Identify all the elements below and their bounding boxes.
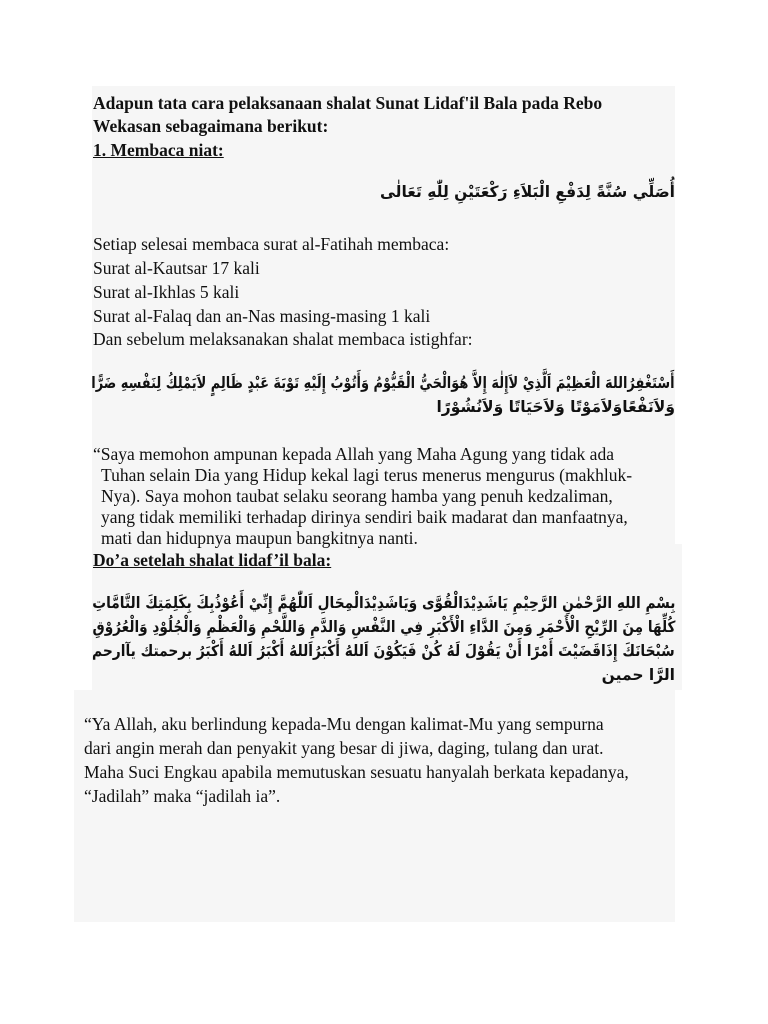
istighfar-arabic-line-1: أَسْتَغْفِرُاللهَ الْعَظِيْمَ اَلَّذِيْ لاَإِلٰهَ إِلاَّ هُوَالْحَيُّ الْقَيُّوْمُ وَأَتُوْبُ إِلَيْهِ تَوْبَةَ عَبْدٍ ظَالِمٍ لاَيَمْلِكُ لِنَفْسِهِ ضَرًّا	[91, 374, 675, 392]
intro-line-2: Wekasan sebagaimana berikut:	[93, 116, 329, 136]
doa-arabic-line-4: الرَّا حمين	[601, 666, 675, 684]
istighfar-translation-line-2: Tuhan selain Dia yang Hidup kekal lagi terus menerus mengurus (makhluk-	[101, 465, 633, 485]
istighfar-translation-line-3: Nya). Saya mohon taubat selaku seorang hamba yang penuh kedzaliman,	[101, 486, 613, 506]
instruction-line-2: Surat al-Kautsar 17 kali	[93, 258, 260, 278]
doa-arabic-line-3: سُبْحَانَكَ إِذَاقَضَيْتَ أَمْرًا أَنْ يَقُوْلَ لَهُ كُنْ فَيَكُوْنَ اَللهُ أَكْبَرُاَللهُ أَكْبَرُ اَللهُ أَكْبَرُ برحمتك يآارحم	[92, 642, 675, 660]
istighfar-arabic-line-2: وَلاَنَفْعًاوَلاَمَوْتًا وَلاَحَيَاتًا وَلاَنُشُوْرًا	[436, 398, 675, 416]
instruction-line-3: Surat al-Ikhlas 5 kali	[93, 282, 240, 302]
istighfar-translation-line-1: “Saya memohon ampunan kepada Allah yang Maha Agung yang tidak ada	[93, 444, 614, 464]
niat-arabic: أُصَلِّي سُنَّةً لِدَفْعِ الْبَلاَءِ رَكْعَتَيْنِ لِلّٰهِ تَعَالٰى	[379, 183, 675, 201]
instruction-line-4: Surat al-Falaq dan an-Nas masing-masing 1 kali	[93, 306, 431, 326]
intro-line-1: Adapun tata cara pelaksanaan shalat Sunat Lidaf'il Bala pada Rebo	[93, 93, 603, 113]
doa-arabic-line-2: كُلِّهَا مِنَ الرِّيْحِ الْأَحْمَرِ وَمِنَ الدَّاءِ الْأَكْبَرِ فِي النَّفْسِ وَالدَّمِ وَاللَّحْمِ وَالْعَظْمِ وَالْجُلُوْدِ وَالْعُرُوْقِ	[92, 618, 675, 636]
istighfar-translation-line-5: mati dan hidupnya maupun bangkitnya nanti.	[101, 528, 418, 548]
doa-translation-line-3: Maha Suci Engkau apabila memutuskan sesuatu hanyalah berkata kepadanya,	[84, 762, 629, 782]
doa-arabic-line-1: بِسْمِ اللهِ الرَّحْمٰنِ الرَّحِيْمِ يَاشَدِيْدَالْقُوَّى وَيَاشَدِيْدَالْمِحَالِ اَللّٰهُمَّ إِنِّيْ أَعُوْذُبِكَ بِكَلِمَتِكَ التَّامَّاتِ	[91, 594, 675, 612]
doa-translation-line-2: dari angin merah dan penyakit yang besar di jiwa, daging, tulang dan urat.	[84, 738, 604, 758]
heading-membaca-niat: 1. Membaca niat:	[93, 140, 224, 160]
doa-translation-line-1: “Ya Allah, aku berlindung kepada-Mu dengan kalimat-Mu yang sempurna	[84, 714, 604, 734]
doa-translation-line-4: “Jadilah” maka “jadilah ia”.	[84, 786, 281, 806]
heading-doa: Do’a setelah shalat lidaf’il bala:	[93, 550, 332, 570]
instruction-line-5: Dan sebelum melaksanakan shalat membaca istighfar:	[93, 329, 473, 349]
istighfar-translation-line-4: yang tidak memiliki terhadap dirinya sendiri baik madarat dan manfaatnya,	[101, 507, 628, 527]
instruction-line-1: Setiap selesai membaca surat al-Fatihah membaca:	[93, 234, 450, 254]
